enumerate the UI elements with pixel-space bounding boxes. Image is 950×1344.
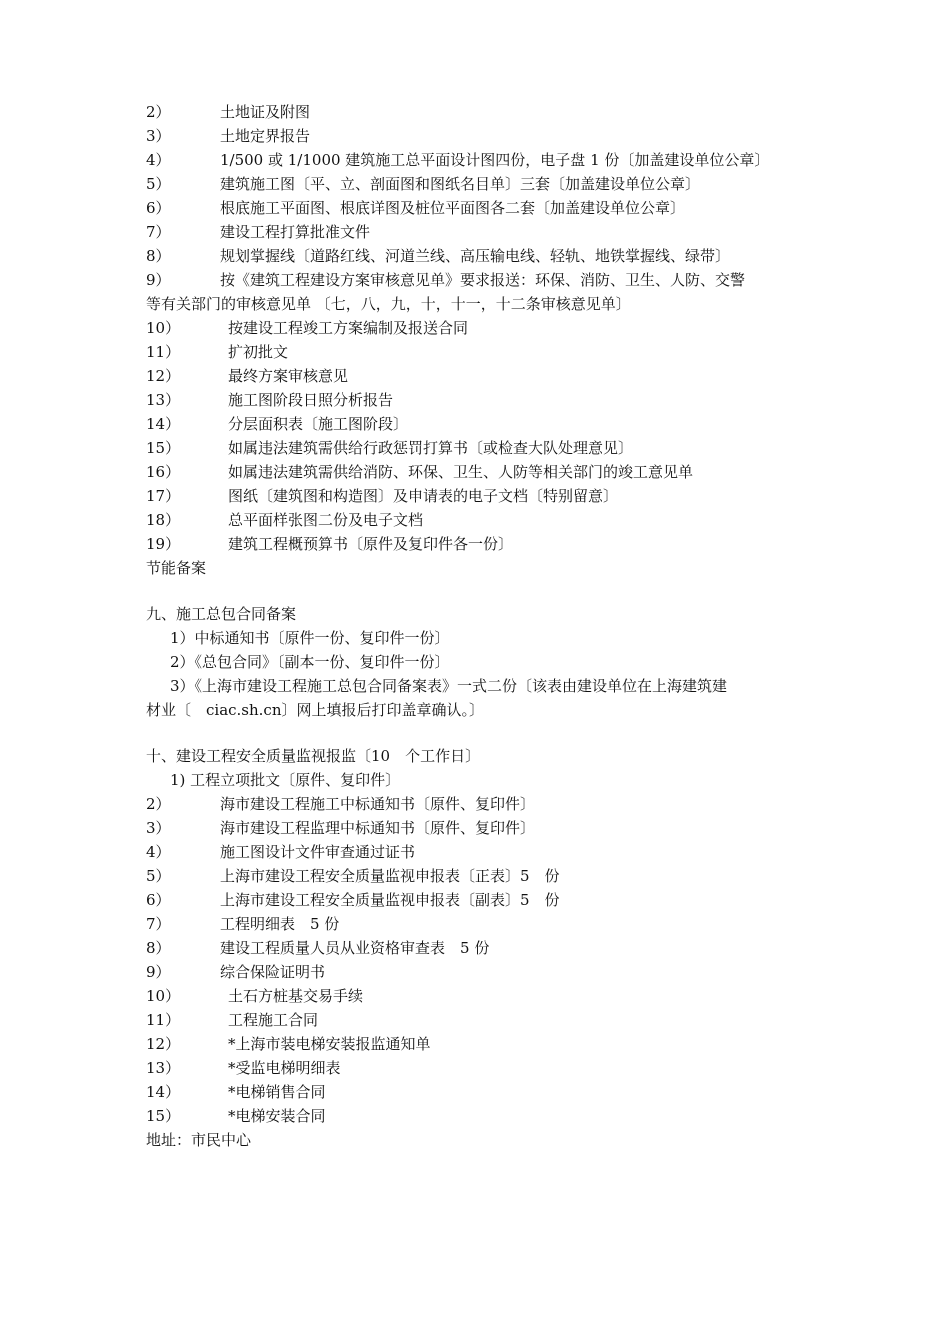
list-item: 19） 建筑工程概预算书〔原件及复印件各一份〕 <box>146 535 514 553</box>
list-item: 6） 根底施工平面图、根底详图及桩位平面图各二套〔加盖建设单位公章〕 <box>146 199 686 217</box>
list-item: 18） 总平面样张图二份及电子文档 <box>146 511 424 529</box>
list-item: 4） 施工图设计文件审查通过证书 <box>146 843 416 861</box>
list-item: 10） 土石方桩基交易手续 <box>146 987 364 1005</box>
energy-filing-label: 节能备案 <box>146 559 207 577</box>
section-9 <box>146 602 806 722</box>
spacer <box>146 580 806 602</box>
spacer <box>146 722 806 744</box>
list-item: 14） *电梯销售合同 <box>146 1083 326 1101</box>
list-item: 12） *上海市装电梯安装报监通知单 <box>146 1035 431 1053</box>
list-item-continuation: 材业〔 ciac.sh.cn〕网上填报后打印盖章确认。〕 <box>146 701 484 719</box>
list-item: 8） 建设工程质量人员从业资格审查表 5 份 <box>146 939 490 957</box>
list-item: 3） 海市建设工程监理中标通知书〔原件、复印件〕 <box>146 819 536 837</box>
list-item: 15） 如属违法建筑需供给行政惩罚打算书〔或检查大队处理意见〕 <box>146 439 634 457</box>
list-item: 1) 工程立项批文〔原件、复印件〕 <box>170 771 401 789</box>
list-a <box>146 100 806 316</box>
list-item: 3） 土地定界报告 <box>146 127 311 145</box>
list-item: 6） 上海市建设工程安全质量监视申报表〔副表〕5 份 <box>146 891 560 909</box>
list-item-continuation: 等有关部门的审核意见单 〔七，八，九，十，十一，十二条审核意见单〕 <box>146 295 631 313</box>
section-title: 九、施工总包合同备案 <box>146 605 297 623</box>
section-10 <box>146 744 806 1128</box>
list-item: 9） 按《建筑工程建设方案审核意见单》要求报送：环保、消防、卫生、人防、交警 <box>146 271 746 289</box>
list-item: 7） 建设工程打算批准文件 <box>146 223 371 241</box>
document-page <box>146 100 806 1152</box>
list-item: 16） 如属违法建筑需供给消防、环保、卫生、人防等相关部门的竣工意见单 <box>146 463 694 481</box>
list-item: 2）《总包合同》〔副本一份、复印件一份〕 <box>170 653 450 671</box>
address-line: 地址：市民中心 <box>146 1131 252 1149</box>
list-item: 7） 工程明细表 5 份 <box>146 915 340 933</box>
list-item: 2） 土地证及附图 <box>146 103 311 121</box>
list-item: 3）《上海市建设工程施工总包合同备案表》一式二份〔该表由建设单位在上海建筑建 <box>170 677 728 695</box>
list-item: 5） 建筑施工图〔平、立、剖面图和图纸名目单〕三套〔加盖建设单位公章〕 <box>146 175 701 193</box>
list-item: 8） 规划掌握线〔道路红线、河道兰线、高压输电线、轻轨、地铁掌握线、绿带〕 <box>146 247 731 265</box>
list-b <box>146 316 806 556</box>
list-item: 2） 海市建设工程施工中标通知书〔原件、复印件〕 <box>146 795 536 813</box>
list-item: 15） *电梯安装合同 <box>146 1107 326 1125</box>
list-item: 13） 施工图阶段日照分析报告 <box>146 391 394 409</box>
list-item: 11） 工程施工合同 <box>146 1011 319 1029</box>
list-item: 4） 1/500 或 1/1000 建筑施工总平面设计图四份，电子盘 1 份〔加盖建设单位公章〕 <box>146 151 770 169</box>
list-item: 13） *受监电梯明细表 <box>146 1059 341 1077</box>
list-item: 11） 扩初批文 <box>146 343 289 361</box>
list-item: 12） 最终方案审核意见 <box>146 367 349 385</box>
section-title: 十、建设工程安全质量监视报监〔10 个工作日〕 <box>146 747 481 765</box>
list-item: 10） 按建设工程竣工方案编制及报送合同 <box>146 319 469 337</box>
list-item: 1）中标通知书〔原件一份、复印件一份〕 <box>170 629 450 647</box>
list-item: 14） 分层面积表〔施工图阶段〕 <box>146 415 409 433</box>
list-item: 17） 图纸〔建筑图和构造图〕及申请表的电子文档〔特别留意〕 <box>146 487 619 505</box>
list-item: 5） 上海市建设工程安全质量监视申报表〔正表〕5 份 <box>146 867 560 885</box>
list-item: 9） 综合保险证明书 <box>146 963 326 981</box>
